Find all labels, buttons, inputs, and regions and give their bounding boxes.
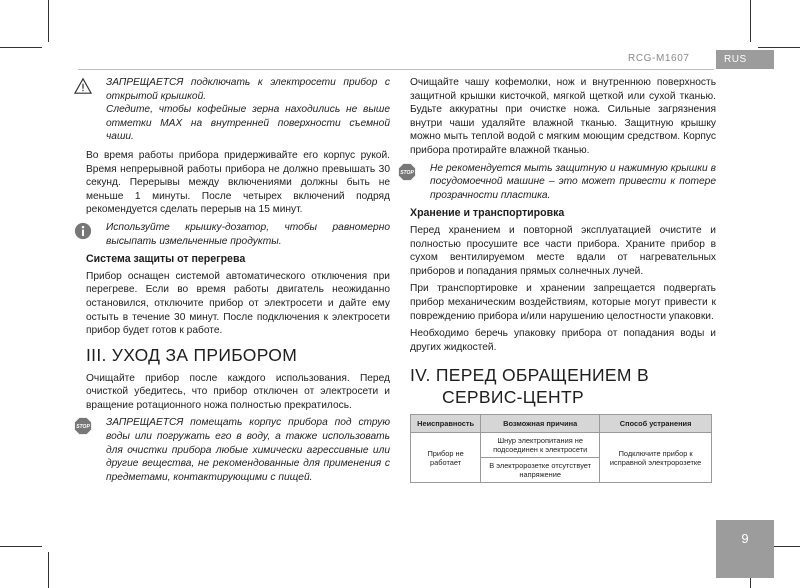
info-note: [86, 221, 390, 248]
paragraph: Очищайте чашу кофемолки, нож и внутреннюю поверхность защитной крышки кисточкой, мягкой щеткой или сухой тканью. Будьте аккуратны при очистке ножа. Сильные загрязнения внутри чаши удаляйте влажной тканью. Защитную крышку можно мыть теплой водой с мягким моющим средством. Корпус прибора протирайте влажной тканью.: [410, 77, 716, 156]
table-header-remedy: Способ устранения: [600, 415, 712, 433]
table-header-fault: Неисправность: [411, 415, 481, 433]
model-label: RCG-M1607: [628, 53, 690, 64]
paragraph: Прибор оснащен системой автоматического отключения при перегреве. Если во время работы двигатель неожиданно остановился, отключите прибор от электросети и дайте ему остыть в течение 30 минут. После подключения к электросети прибор будет готов к работе.: [86, 270, 390, 337]
crop-mark: [48, 0, 49, 42]
table-cell-fault: Прибор не работает: [411, 433, 481, 483]
crop-mark: [0, 47, 42, 48]
warning-triangle-icon: [74, 77, 92, 95]
right-column: [400, 76, 716, 483]
stop-note: [400, 162, 716, 203]
paragraph: Необходимо беречь упаковку прибора от попадания воды и других жидкостей.: [410, 328, 716, 353]
stop-icon: [74, 417, 92, 435]
crop-mark: [750, 0, 751, 42]
svg-text:STOP: STOP: [400, 169, 414, 176]
stop-note: [76, 416, 390, 484]
crop-mark: [48, 552, 49, 588]
crop-mark: [0, 546, 42, 547]
svg-text:STOP: STOP: [76, 424, 90, 431]
warning-text-1: ЗАПРЕЩАЕТСЯ подключать к электросети прибор с открытой крышкой.: [106, 77, 390, 102]
subheading-storage: Хранение и транспортировка: [410, 207, 565, 220]
crop-mark: [758, 47, 800, 48]
paragraph: Во время работы прибора придерживайте его корпус рукой. Время непрерывной работы прибора не должно превышать 30 секунд. Перерывы между включениями должны быть не меньше 1 минуты. После четырех включений подряд рекомендуется сделать перерыв на 15 минут.: [86, 149, 390, 216]
table-header-cause: Возможная причина: [481, 415, 600, 433]
table-cell-cause: Шнур электропитания не подсоединен к электросети: [481, 433, 600, 458]
stop-icon: [398, 163, 416, 181]
paragraph: При транспортировке и хранении запрещается подвергать прибор механическим воздействиям, которые могут привести к повреждению прибора и/или нарушению целостности упаковки.: [410, 283, 716, 322]
subheading-overheat: Система защиты от перегрева: [86, 253, 246, 266]
header-rule: [78, 69, 714, 70]
section-heading-care: III. УХОД ЗА ПРИБОРОМ: [86, 344, 298, 365]
info-icon: [74, 222, 92, 240]
paragraph: Перед хранением и повторной эксплуатацией очистите и полностью просушите все части прибора. Храните прибор в сухом вентилируемом месте вдали от нагревательных приборов и попадания прямых солнечных лучей.: [410, 224, 716, 277]
info-text: Используйте крышку-дозатор, чтобы равномерно высыпать измельченные продукты.: [106, 221, 390, 247]
warning-text-2: Следите, чтобы кофейные зерна находились не выше отметки MAX на внутренней поверхности съемной чаши.: [106, 104, 390, 143]
language-tab: RUS: [716, 50, 774, 69]
section-heading-service: IV. ПЕРЕД ОБРАЩЕНИЕМ В СЕРВИС-ЦЕНТР: [410, 365, 649, 408]
table-cell-cause: В электророзетке отсутствует напряжение: [481, 458, 600, 483]
page-number: 9: [716, 520, 774, 578]
table-cell-remedy: Подключите прибор к исправной электророзетке: [600, 433, 712, 483]
stop-text: Не рекомендуется мыть защитную и нажимную крышки в посудомоечной машине – это может привести к потере прозрачности пластика.: [430, 162, 716, 201]
stop-text: ЗАПРЕЩАЕТСЯ помещать корпус прибора под струю воды или погружать его в воду, а также использовать для очистки прибора любые химически агрессивные или другие вещества, не рекомендованные для применения с предметами, контактирующими с пищей.: [106, 417, 390, 483]
warning-note: [86, 76, 390, 144]
left-column: [76, 76, 390, 489]
troubleshooting-table: [410, 414, 712, 483]
paragraph: Очищайте прибор после каждого использования. Перед очисткой убедитесь, что прибор отключен от электросети и вращение ротационного ножа полностью прекратилось.: [86, 372, 390, 411]
